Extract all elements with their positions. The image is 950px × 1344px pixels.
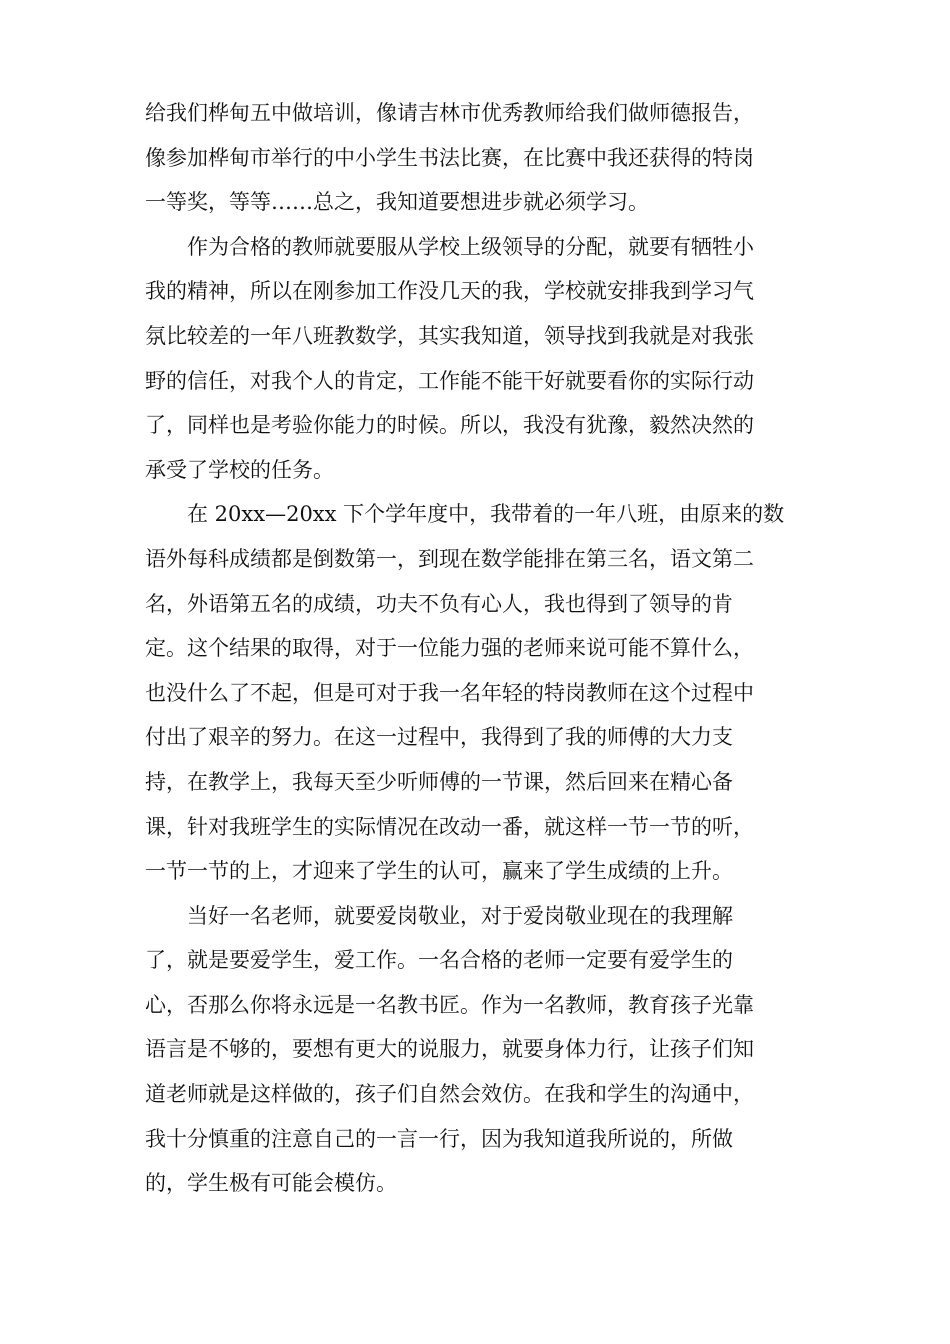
text-line: 给我们桦甸五中做培训，像请吉林市优秀教师给我们做师德报告， <box>145 101 754 125</box>
document-body-text <box>145 91 810 1206</box>
text-line: 定。这个结果的取得，对于一位能力强的老师来说可能不算什么， <box>145 636 754 661</box>
paragraph-first-line: 作为合格的教师就要服从学校上级领导的分配，就要有牺牲小 <box>187 234 754 259</box>
text-line: 心，否那么你将永远是一名教书匠。作为一名教师，教育孩子光靠 <box>145 992 754 1017</box>
text-line: 了，同样也是考验你能力的时候。所以，我没有犹豫，毅然决然的 <box>145 413 754 438</box>
text-line: 了，就是要爱学生，爱工作。一名合格的老师一定要有爱学生的 <box>145 948 733 973</box>
text-line: 持，在教学上，我每天至少听师傅的一节课，然后回来在精心备 <box>145 769 733 794</box>
text-line: 语外每科成绩都是倒数第一，到现在数学能排在第三名，语文第二 <box>145 546 754 571</box>
text-line: 氛比较差的一年八班教数学，其实我知道，领导找到我就是对我张 <box>145 323 754 348</box>
text-line: 付出了艰辛的努力。在这一过程中，我得到了我的师傅的大力支 <box>145 725 733 750</box>
text-line: 我十分慎重的注意自己的一言一行，因为我知道我所说的，所做 <box>145 1126 733 1151</box>
text-line: 课，针对我班学生的实际情况在改动一番，就这样一节一节的听， <box>145 814 754 839</box>
text-line: 的，学生极有可能会模仿。 <box>145 1171 397 1196</box>
text-line: 承受了学校的任务。 <box>145 457 334 482</box>
text-line: 一节一节的上，才迎来了学生的认可，赢来了学生成绩的上升。 <box>145 859 733 884</box>
paragraph-first-line: 在 20xx—20xx 下个学年度中，我带着的一年八班，由原来的数 <box>187 502 785 527</box>
text-line: 我的精神，所以在刚参加工作没几天的我，学校就安排我到学习气 <box>145 279 754 304</box>
text-line: 名，外语第五名的成绩，功夫不负有心人，我也得到了领导的肯 <box>145 591 733 616</box>
text-line: 语言是不够的，要想有更大的说服力，就要身体力行，让孩子们知 <box>145 1037 754 1062</box>
text-line: 一等奖，等等……总之，我知道要想进步就必须学习。 <box>145 190 649 215</box>
text-line: 像参加桦甸市举行的中小学生书法比赛，在比赛中我还获得的特岗 <box>145 145 754 170</box>
text-line: 也没什么了不起，但是可对于我一名年轻的特岗教师在这个过程中 <box>145 680 754 705</box>
text-line: 道老师就是这样做的，孩子们自然会效仿。在我和学生的沟通中， <box>145 1082 754 1107</box>
text-line: 野的信任，对我个人的肯定，工作能不能干好就要看你的实际行动 <box>145 368 754 393</box>
paragraph-first-line: 当好一名老师，就要爱岗敬业，对于爱岗敬业现在的我理解 <box>187 903 733 928</box>
